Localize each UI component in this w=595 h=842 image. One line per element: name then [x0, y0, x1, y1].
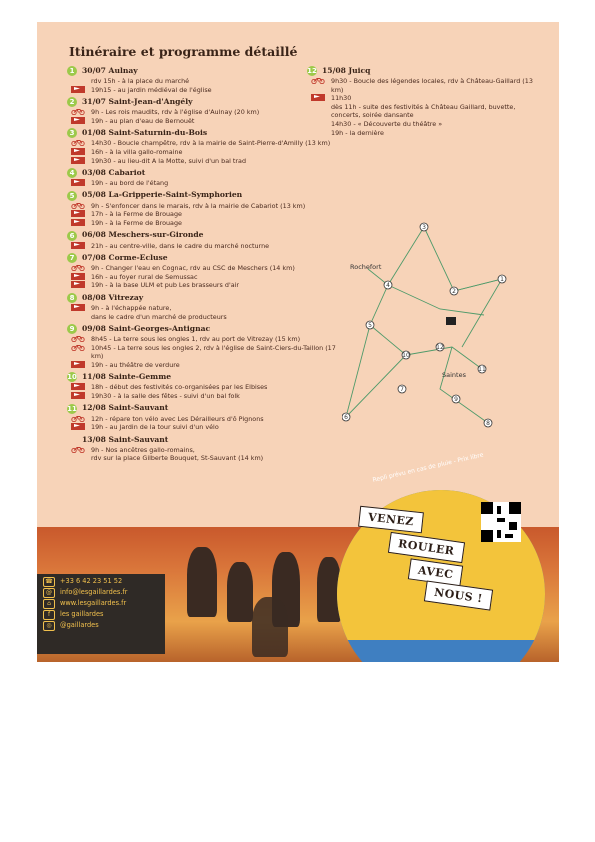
svg-text:8: 8: [486, 420, 490, 427]
stage-number-badge: 10: [67, 373, 77, 382]
stage-line-text: 16h - à la villa gallo-romaine: [91, 147, 183, 156]
stage-line: [67, 210, 337, 219]
stage-header: [67, 231, 337, 241]
stage-line: [307, 77, 537, 94]
mail-icon: @: [43, 588, 55, 598]
stage-header: [67, 324, 337, 334]
stage-title: 01/08 Saint-Saturnin-du-Bois: [82, 128, 208, 138]
stage-number-badge: 12: [307, 67, 317, 75]
stage-line-text: 19h - à la Ferme de Brouage: [91, 218, 182, 227]
stage-title: 13/08 Saint-Sauvant: [82, 434, 169, 444]
map-label-saintes: Saintes: [442, 371, 466, 379]
stage-block: [67, 404, 337, 432]
stage-line: [307, 120, 537, 129]
stage-line: [67, 281, 337, 290]
stage-block: [67, 372, 337, 400]
stage-line-text: 9h - Nos ancêtres gallo-romains,: [91, 445, 195, 454]
stage-line: [67, 179, 337, 188]
contact-text: @gaillardes: [60, 621, 99, 629]
bike-icon: [71, 446, 85, 453]
stage-number-badge: 6: [67, 231, 77, 241]
stage-line: [67, 108, 337, 117]
stage-title: 15/08 Juicq: [322, 65, 371, 75]
stage-number-badge: [67, 435, 77, 445]
phone-icon: ☎: [43, 577, 55, 587]
contact-item[interactable]: [43, 620, 159, 631]
stage-line: [67, 415, 337, 424]
stage-number-badge: 8: [67, 293, 77, 303]
bike-icon: [71, 415, 85, 422]
stage-line-text: 19h - à la base ULM et pub Les brasseurs d'air: [91, 281, 240, 290]
stage-title: 06/08 Meschers-sur-Gironde: [82, 230, 204, 240]
contact-item[interactable]: [43, 576, 159, 587]
stage-line: [67, 313, 337, 322]
stage-title: 11/08 Sainte-Gemme: [82, 372, 172, 382]
stage-block: [67, 231, 337, 251]
stage-line-text: 19h30 - au lieu-dit A la Motte, suivi d'un bal trad: [91, 156, 247, 165]
stage-line: [67, 202, 337, 211]
flyer: [37, 22, 559, 662]
flag-icon: [71, 383, 85, 390]
stage-block: [67, 97, 337, 125]
stage-line: [307, 94, 537, 103]
stage-line: [307, 103, 537, 120]
bike-icon: [71, 344, 85, 351]
stage-title: 07/08 Corme-Ecluse: [82, 252, 168, 262]
flag-icon: [446, 317, 456, 325]
stage-block: [67, 293, 337, 321]
slogan-line-4: NOUS !: [424, 580, 493, 610]
flag-icon: [71, 361, 85, 368]
stage-line-text: 21h - au centre-ville, dans le cadre du marché nocturne: [91, 241, 270, 250]
stage-line: [67, 361, 337, 370]
svg-text:10: 10: [402, 352, 410, 359]
stage-header: [67, 168, 337, 178]
svg-text:6: 6: [344, 414, 348, 421]
slogan-line-1: VENEZ: [358, 506, 424, 534]
stage-line: [67, 423, 337, 432]
map-nodes: [342, 223, 506, 427]
bike-icon: [71, 108, 85, 115]
flag-icon: [71, 148, 85, 155]
stage-line: [67, 344, 337, 361]
bike-icon: [71, 202, 85, 209]
stage-number-badge: 9: [67, 324, 77, 334]
svg-text:11: 11: [478, 366, 486, 373]
flag-icon: [71, 179, 85, 186]
stages-left-column: [67, 66, 337, 466]
stage-line-text: 19h - au plan d'eau de Bernouët: [91, 116, 195, 125]
stage-line-text: 19h30 - à la salle des fêtes - suivi d'un bal folk: [91, 392, 240, 401]
stage-line-text: rdv 15h - à la place du marché: [91, 77, 190, 85]
contact-item[interactable]: [43, 598, 159, 609]
stage-line: [67, 383, 337, 392]
flag-icon: [71, 423, 85, 430]
stage-number-badge: 1: [67, 66, 77, 76]
stage-line-text: 18h - début des festivités co-organisées par les Elbises: [91, 383, 268, 392]
stage-line-text: 12h - répare ton vélo avec Les Dérailleurs d'ô Pignons: [91, 414, 264, 423]
flag-icon: [311, 94, 325, 101]
slogan-line-2: ROULER: [388, 532, 465, 563]
stage-title: 03/08 Cabariot: [82, 167, 146, 177]
svg-text:3: 3: [422, 224, 426, 231]
stage-title: 30/07 Aulnay: [82, 65, 138, 75]
svg-text:9: 9: [454, 396, 458, 403]
stage-line-text: 10h45 - La terre sous les ongles 2, rdv à l'église de Saint-Ciers-du-Taillon (17 km): [91, 343, 336, 361]
stage-line: [67, 264, 337, 273]
bike-icon: [71, 335, 85, 342]
flag-icon: [71, 281, 85, 288]
flag-icon: [71, 219, 85, 226]
contact-text: les gaillardes: [60, 610, 104, 618]
stage-line: [67, 446, 337, 455]
stage-line: [67, 117, 337, 126]
stage-block: [67, 324, 337, 369]
contact-text: +33 6 42 23 51 52: [60, 577, 123, 585]
bike-icon: [71, 139, 85, 146]
flag-icon: [71, 242, 85, 249]
svg-text:12: 12: [436, 344, 444, 351]
stage-header: [67, 97, 337, 107]
stage-header: [67, 253, 337, 263]
stages-right-column: [307, 66, 537, 140]
flag-icon: [71, 157, 85, 164]
stage-line: [67, 304, 337, 313]
contact-item[interactable]: [43, 587, 159, 598]
stage-header: [67, 293, 337, 303]
flag-icon: [71, 210, 85, 217]
contact-text: info@lesgaillardes.fr: [60, 588, 128, 596]
stage-block: [67, 168, 337, 188]
stage-line: [67, 77, 337, 86]
stage-block: [67, 253, 337, 290]
stage-header: [67, 404, 337, 414]
stage-header: [67, 435, 337, 445]
rain-note: Repli prévu en cas de pluie - Prix libre: [372, 451, 485, 484]
stage-line-text: 8h45 - La terre sous les ongles 1, rdv au port de Vitrezay (15 km): [91, 335, 301, 344]
stage-line-text: 14h30 - « Découverte du théâtre »: [331, 119, 443, 128]
stage-line-text: 14h30 - Boucle champêtre, rdv à la mairie de Saint-Pierre-d'Amilly (13 km): [91, 139, 331, 148]
stage-line-text: 17h - à la Ferme de Brouage: [91, 210, 182, 219]
stage-line-text: 11h30: [331, 94, 352, 103]
facebook-icon: f: [43, 610, 55, 620]
stage-line-text: 19h - au Jardin de la tour suivi d'un vélo: [91, 423, 219, 432]
stage-number-badge: 3: [67, 128, 77, 138]
stage-header: [67, 66, 337, 76]
stage-number-badge: 7: [67, 253, 77, 263]
stage-number-badge: 2: [67, 97, 77, 107]
stage-line: [67, 335, 337, 344]
slogan-line-3: AVEC: [408, 558, 464, 586]
stage-header: [307, 66, 537, 76]
stage-line: [67, 273, 337, 282]
stage-line-text: 9h - S'enfoncer dans le marais, rdv à la mairie de Cabariot (13 km): [91, 201, 306, 210]
bike-icon: [311, 77, 325, 84]
stage-line: [67, 219, 337, 228]
stage-line-text: 9h - Changer l'eau en Cognac, rdv au CSC de Meschers (14 km): [91, 264, 295, 273]
stage-line: [67, 157, 337, 166]
stage-line: [307, 129, 537, 138]
stage-header: [67, 191, 337, 201]
stage-number-badge: 11: [67, 404, 77, 413]
svg-text:7: 7: [400, 386, 404, 393]
stage-title: 08/08 Vitrezay: [82, 292, 144, 302]
stage-line: [67, 392, 337, 401]
stage-block: [67, 66, 337, 94]
stage-title: 12/08 Saint-Sauvant: [82, 403, 169, 413]
stage-line: [67, 139, 337, 148]
stage-line: [67, 242, 337, 251]
stage-block: [307, 66, 537, 137]
web-icon: ⌂: [43, 599, 55, 609]
stage-block: [67, 128, 337, 165]
bike-icon: [71, 264, 85, 271]
stage-line: [67, 148, 337, 157]
stage-block: [67, 435, 337, 463]
flag-icon: [71, 304, 85, 311]
contact-text: www.lesgaillardes.fr: [60, 599, 127, 607]
svg-text:1: 1: [500, 276, 504, 283]
map-label-rochefort: Rochefort: [350, 263, 382, 271]
stage-header: [67, 128, 337, 138]
flag-icon: [71, 117, 85, 124]
contact-box: [37, 574, 165, 654]
stage-line-text: 19h - au bord de l'étang: [91, 179, 169, 188]
instagram-icon: ◎: [43, 621, 55, 631]
stage-line: [67, 86, 337, 95]
stage-line-text: rdv sur la place Gilberte Bouquet, St-Sauvant (14 km): [91, 454, 264, 463]
stage-line: [67, 454, 337, 463]
stage-line-text: 9h30 - Boucle des légendes locales, rdv à Château-Gaillard (13 km): [331, 77, 533, 94]
stage-line-text: 16h - au foyer rural de Semussac: [91, 272, 198, 281]
stage-title: 05/08 La-Gripperie-Saint-Symphorien: [82, 190, 243, 200]
page-title: Itinéraire et programme détaillé: [69, 44, 298, 59]
contact-item[interactable]: [43, 609, 159, 620]
qr-code[interactable]: [481, 502, 521, 542]
stage-line-text: 9h - à l'échappée nature,: [91, 303, 172, 312]
stage-line-text: 19h15 - au jardin médiéval de l'église: [91, 85, 212, 94]
stage-line-text: dès 11h - suite des festivités à Château Gaillard, buvette, concerts, soirée dansante: [331, 102, 516, 120]
flag-icon: [71, 392, 85, 399]
stage-line-text: 9h - Les rois maudits, rdv à l'église d'Aulnay (20 km): [91, 108, 260, 117]
stage-number-badge: 5: [67, 191, 77, 201]
stage-number-badge: 4: [67, 168, 77, 178]
flag-icon: [71, 86, 85, 93]
stage-line-text: dans le cadre d'un marché de producteurs: [91, 312, 227, 321]
svg-text:2: 2: [452, 288, 456, 295]
stage-line-text: 19h - au théâtre de verdure: [91, 360, 180, 369]
stage-title: 09/08 Saint-Georges-Antignac: [82, 323, 211, 333]
stage-line-text: 19h - la dernière: [331, 128, 384, 137]
svg-text:4: 4: [386, 282, 390, 289]
svg-text:5: 5: [368, 322, 372, 329]
flag-icon: [71, 273, 85, 280]
stage-header: [67, 372, 337, 382]
route-map: [342, 217, 554, 457]
stage-block: [67, 191, 337, 228]
stage-title: 31/07 Saint-Jean-d'Angély: [82, 96, 193, 106]
